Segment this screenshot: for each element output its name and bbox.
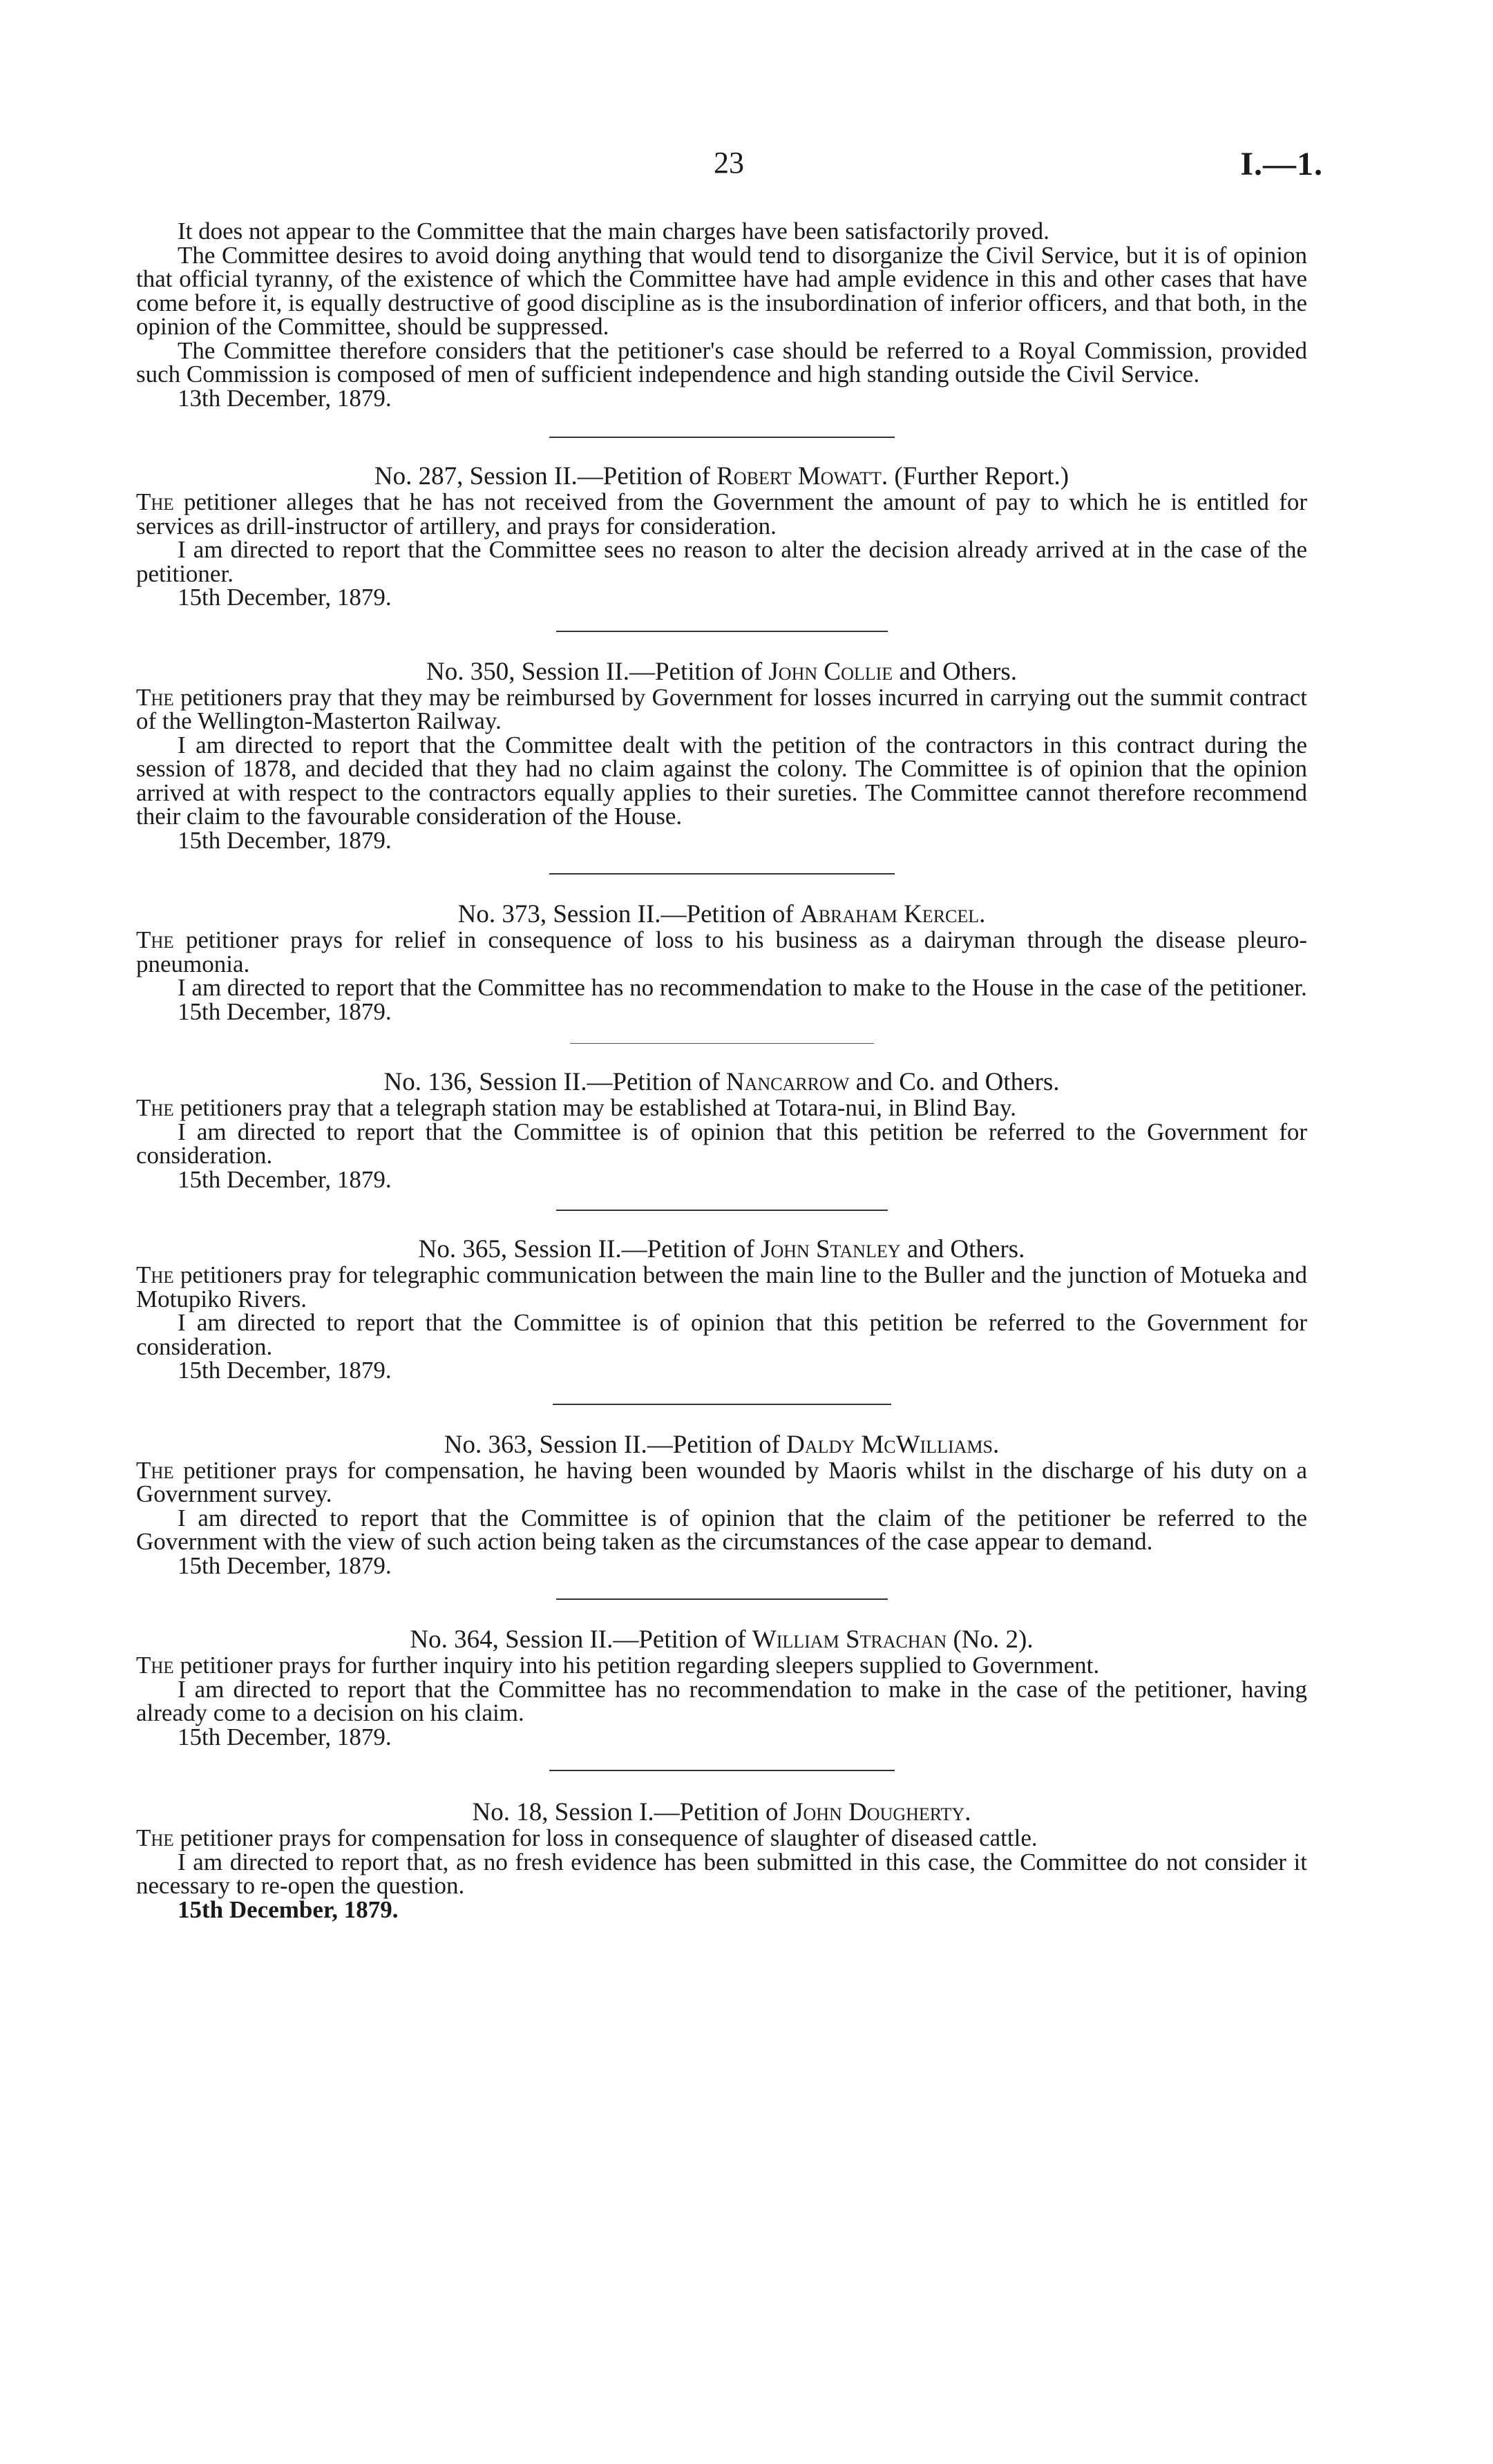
- petition-title: No. 364, Session II.—Petition of William Strachan (No. 2).: [410, 1625, 1034, 1654]
- petition-136: [136, 1069, 1307, 1192]
- petition-prayer: The petitioner prays for relief in consequence of loss to his business as a dairyman through the disease pleuro-pneumonia.: [136, 926, 1307, 977]
- intro-section: [136, 220, 1307, 410]
- section-divider: [570, 1043, 874, 1044]
- intro-paragraph: The Committee desires to avoid doing anything that would tend to disorganize the Civil Service, but it is of opinion that official tyranny, of the existence of which the Committee have had ample evidence in this and other cases that have come before it, is equally destructive of good discipline as is the insubordination of inferior officers, and that both, in the opinion of the Committee, should be suppressed.: [136, 241, 1307, 340]
- petition-350: [136, 658, 1307, 853]
- petition-report: I am directed to report that, as no fresh evidence has been submitted in this case, the Committee do not consider it necessary to re-open the question.: [136, 1848, 1307, 1899]
- petition-date: 15th December, 1879.: [178, 1723, 392, 1750]
- petitioner-name: John Stanley: [761, 1235, 901, 1263]
- petitioner-name: Daldy McWilliams.: [786, 1430, 1000, 1459]
- intro-paragraph: The Committee therefore considers that the petitioner's case should be referred to a Royal Commission, provided such Commission is composed of men of sufficient independence and high standing outside the Civil Service.: [136, 336, 1307, 388]
- petitioner-name: Robert Mowatt.: [716, 462, 888, 490]
- petition-date: 15th December, 1879.: [178, 584, 392, 611]
- petition-prayer: The petitioner alleges that he has not received from the Government the amount of pay to which he is entitled for services as drill-instructor of artillery, and prays for consideration.: [136, 488, 1307, 539]
- page-body: [136, 220, 1307, 1922]
- petition-title: No. 373, Session II.—Petition of Abraham Kercel.: [457, 900, 986, 928]
- section-divider: [556, 1210, 888, 1211]
- petition-date: 15th December, 1879.: [178, 997, 392, 1025]
- petition-date: 15th December, 1879.: [178, 826, 392, 854]
- page-header: [135, 145, 1323, 187]
- intro-date: 13th December, 1879.: [178, 384, 392, 412]
- page-number: 23: [714, 146, 744, 180]
- section-divider: [549, 1770, 895, 1771]
- petition-title: No. 287, Session II.—Petition of Robert Mowatt. (Further Report.): [374, 462, 1069, 490]
- petition-date: 15th December, 1879.: [178, 1895, 399, 1923]
- petition-287: [136, 463, 1307, 610]
- petition-report: I am directed to report that the Committee is of opinion that the claim of the petitioner be referred to the Government with the view of such action being taken as the circumstances of the case appear to demand.: [136, 1504, 1307, 1555]
- petitioner-name: William Strachan: [752, 1625, 947, 1654]
- petition-report: I am directed to report that the Committee sees no reason to alter the decision already arrived at in the case of the petitioner.: [136, 536, 1307, 587]
- petition-title: No. 350, Session II.—Petition of John Collie and Others.: [426, 657, 1017, 686]
- petition-prayer: The petitioner prays for compensation for loss in consequence of slaughter of diseased cattle.: [136, 1824, 1038, 1851]
- section-divider: [549, 873, 895, 875]
- petition-date: 15th December, 1879.: [178, 1551, 392, 1579]
- section-divider: [556, 631, 888, 632]
- petition-prayer: The petitioner prays for further inquiry into his petition regarding sleepers supplied to Government.: [136, 1652, 1100, 1679]
- petition-prayer: The petitioners pray that they may be reimbursed by Government for losses incurred in carrying out the summit contract of the Wellington-Masterton Railway.: [136, 683, 1308, 734]
- petition-report: I am directed to report that the Committee dealt with the petition of the contractors in this contract during the session of 1878, and decided that they had no claim against the colony. The Committee is of opinion that the opinion arrived at with respect to the contractors equally applies to their sureties. The Committee cannot therefore recommend their claim to the favourable consideration of the House.: [136, 731, 1307, 830]
- petition-364: [136, 1626, 1307, 1749]
- petitioner-name: Nancarrow: [725, 1068, 850, 1096]
- document-reference: I.—1.: [1240, 146, 1323, 182]
- petition-title: No. 365, Session II.—Petition of John Stanley and Others.: [418, 1235, 1025, 1263]
- petition-report: I am directed to report that the Committee is of opinion that this petition be referred to the Government for consideration.: [136, 1118, 1307, 1169]
- petition-18: [136, 1799, 1307, 1922]
- petition-title: No. 18, Session I.—Petition of John Dougherty.: [472, 1798, 971, 1826]
- petition-report: I am directed to report that the Committee is of opinion that this petition be referred to the Government for consideration.: [136, 1309, 1307, 1360]
- section-divider: [549, 437, 895, 438]
- section-divider: [553, 1404, 891, 1405]
- petition-365: [136, 1236, 1307, 1383]
- petition-date: 15th December, 1879.: [178, 1357, 392, 1384]
- petition-title: No. 363, Session II.—Petition of Daldy McWilliams.: [444, 1430, 1000, 1459]
- intro-paragraph: It does not appear to the Committee that the main charges have been satisfactorily proved.: [178, 218, 1049, 245]
- petition-373: [136, 901, 1307, 1024]
- petition-prayer: The petitioner prays for compensation, he having been wounded by Maoris whilst in the discharge of his duty on a Government survey.: [136, 1456, 1308, 1507]
- petitioner-name: Abraham Kercel.: [799, 900, 986, 928]
- petition-title: No. 136, Session II.—Petition of Nancarrow and Co. and Others.: [383, 1068, 1060, 1096]
- petition-363: [136, 1431, 1307, 1578]
- petition-report: I am directed to report that the Committee has no recommendation to make to the House in the case of the petitioner.: [178, 974, 1307, 1001]
- petition-prayer: The petitioners pray that a telegraph station may be established at Totara-nui, in Blind Bay.: [136, 1094, 1017, 1121]
- petition-report: I am directed to report that the Committee has no recommendation to make in the case of the petitioner, having already come to a decision on his claim.: [136, 1675, 1307, 1726]
- petitioner-name: John Dougherty.: [793, 1798, 971, 1826]
- petition-date: 15th December, 1879.: [178, 1165, 392, 1193]
- petition-prayer: The petitioners pray for telegraphic communication between the main line to the Buller and the junction of Motueka and Motupiko Rivers.: [136, 1261, 1307, 1312]
- petitioner-name: John Collie: [768, 657, 893, 686]
- section-divider: [556, 1598, 888, 1600]
